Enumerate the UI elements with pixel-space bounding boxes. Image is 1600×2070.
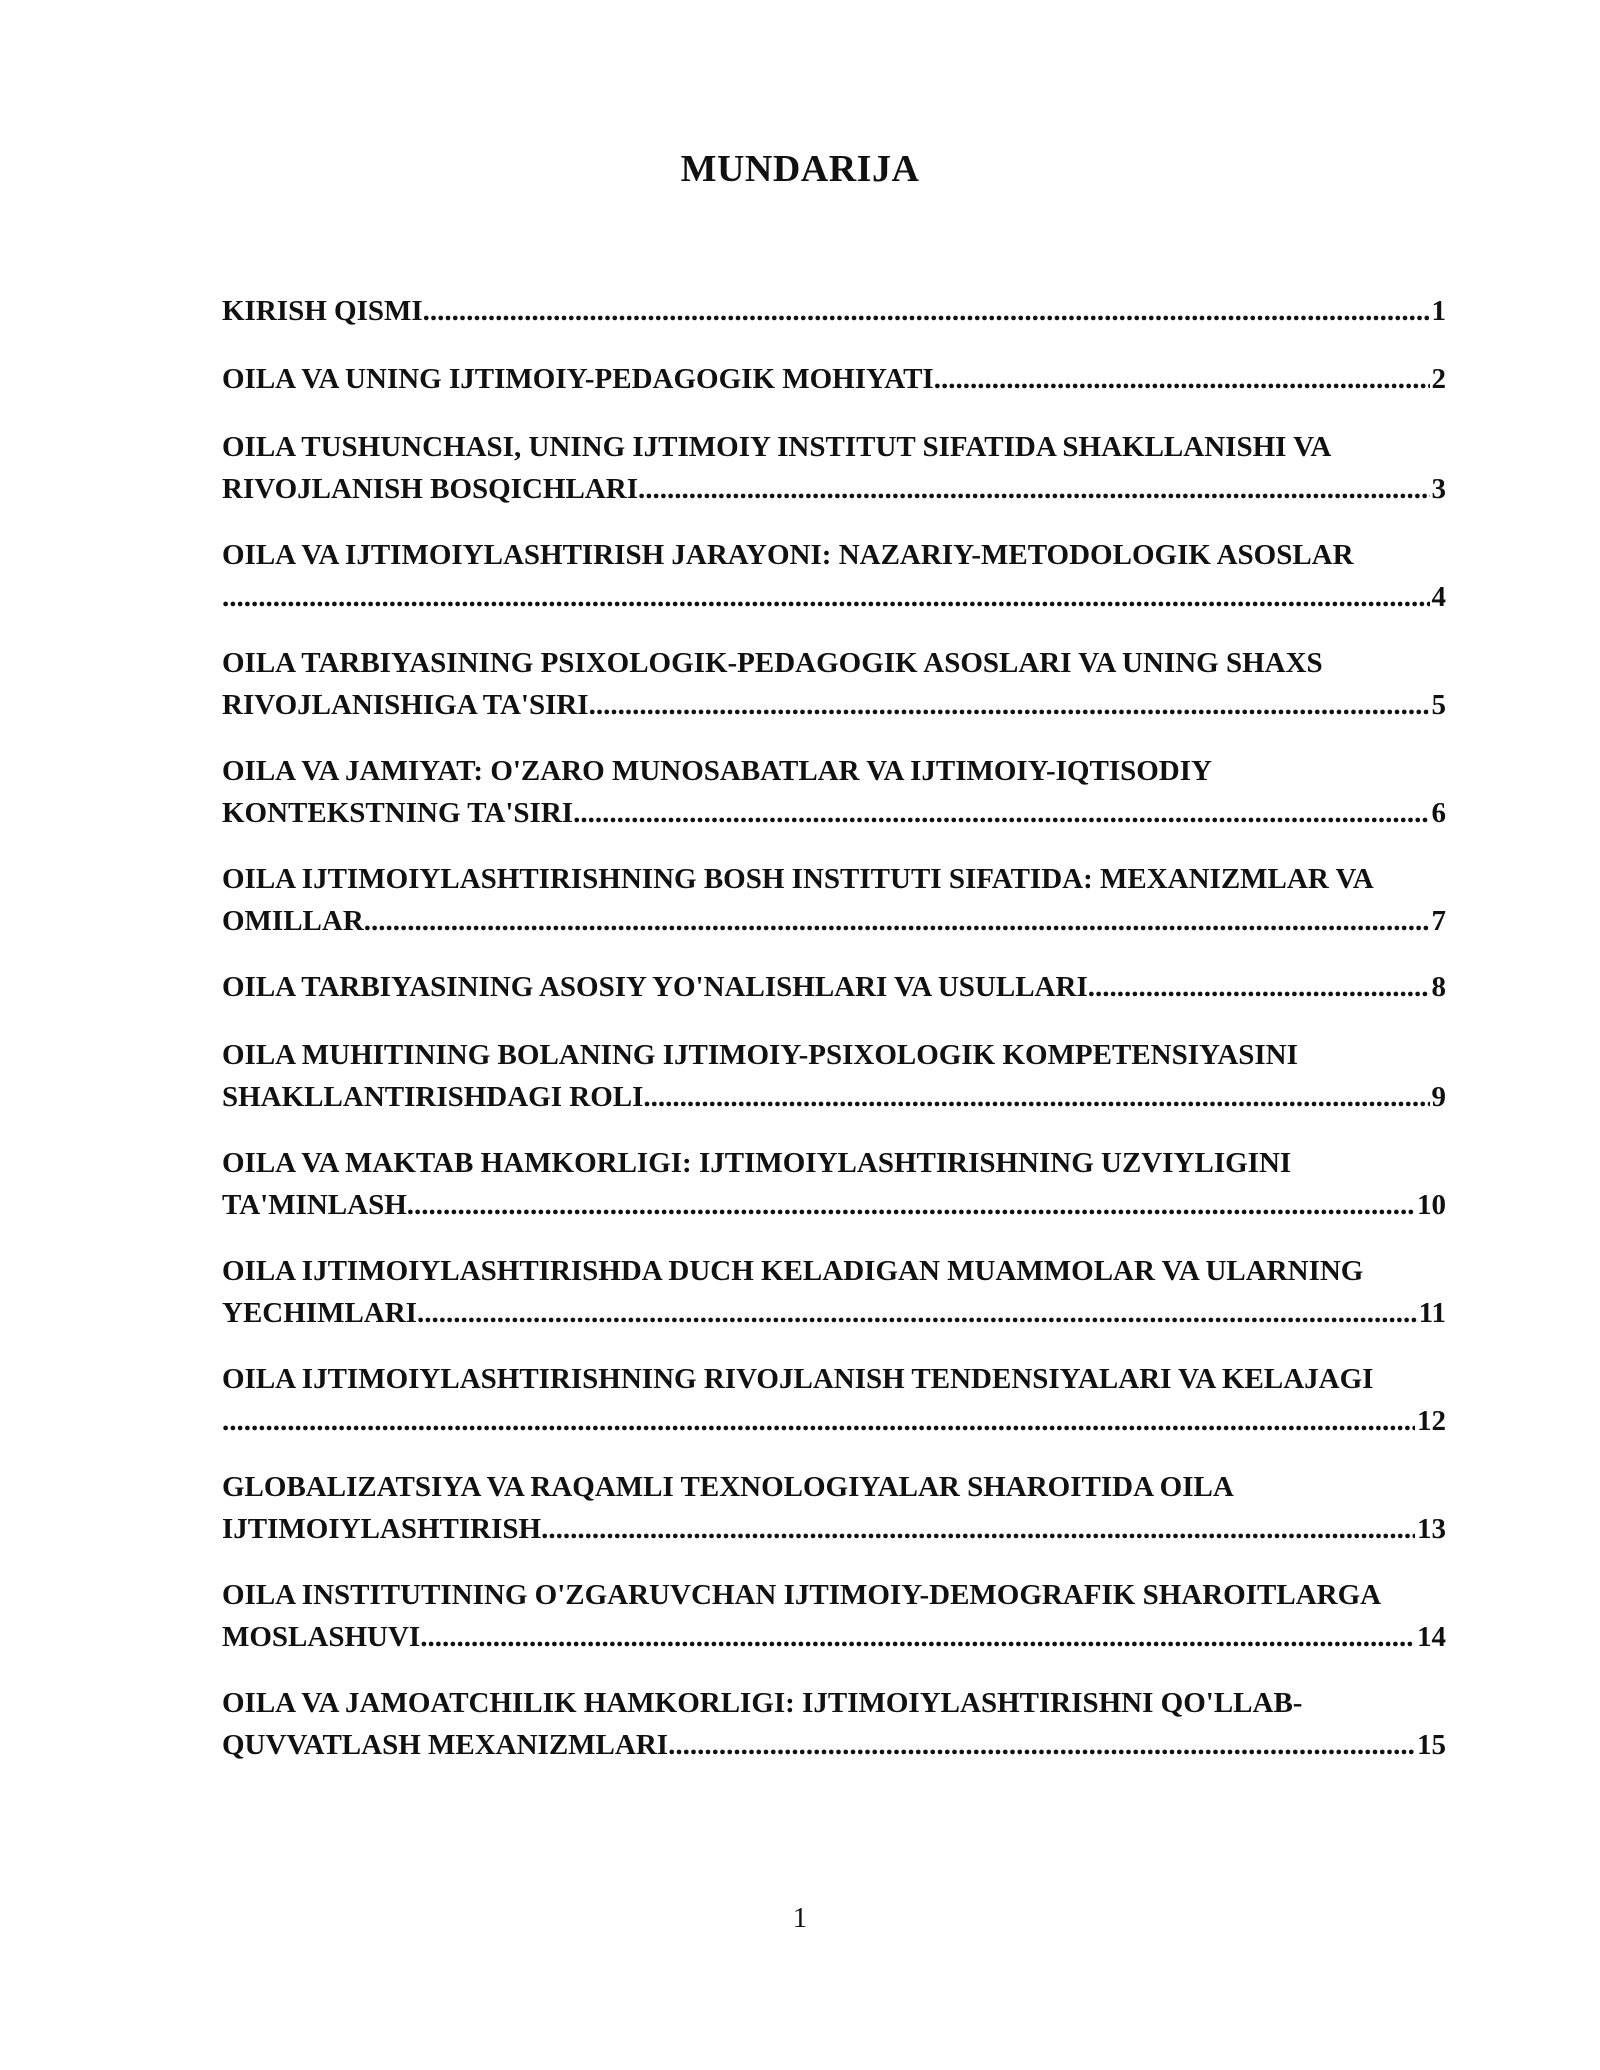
toc-dot-leader [638, 468, 1430, 510]
toc-entry-title: TA'MINLASH [222, 1189, 407, 1221]
toc-dot-leader [1088, 966, 1430, 1008]
page-title: MUNDARIJA [680, 148, 920, 190]
toc-entry[interactable] [222, 858, 1476, 942]
toc-page-number: 2 [1431, 363, 1446, 395]
toc-entry-title-line: GLOBALIZATSIYA VA RAQAMLI TEXNOLOGIYALAR SHAROITIDA OILA [222, 1471, 1234, 1503]
toc-entry-title: SHAKLLANTIRISHDAGI ROLI [222, 1081, 644, 1113]
toc-dot-leader [589, 684, 1430, 726]
toc-dot-leader [222, 1400, 1415, 1442]
toc-page-number: 7 [1431, 905, 1446, 937]
toc-entry-title-line: OILA IJTIMOIYLASHTIRISHNING BOSH INSTITUTI SIFATIDA: MEXANIZMLAR VA [222, 863, 1374, 895]
toc-entry[interactable] [222, 426, 1476, 510]
toc-entry-title: OILA VA UNING IJTIMOIY-PEDAGOGIK MOHIYATI [222, 363, 934, 395]
toc-page-number: 15 [1417, 1729, 1446, 1761]
toc-entry[interactable] [222, 1034, 1476, 1118]
toc-dot-leader [364, 900, 1430, 942]
toc-entry-title: RIVOJLANISH BOSQICHLARI [222, 473, 638, 505]
toc-entry[interactable] [222, 358, 1476, 400]
toc-entry-title: RIVOJLANISHIGA TA'SIRI [222, 689, 589, 721]
toc-entry-title: KONTEKSTNING TA'SIRI [222, 797, 574, 829]
toc-entry[interactable] [222, 1574, 1476, 1658]
toc-entry-title-line: OILA INSTITUTINING O'ZGARUVCHAN IJTIMOIY-DEMOGRAFIK SHAROITLARGA [222, 1579, 1382, 1611]
toc-entry[interactable] [222, 1250, 1476, 1334]
toc-page-number: 9 [1431, 1081, 1446, 1113]
toc-dot-leader [407, 1184, 1415, 1226]
toc-dot-leader [417, 1292, 1417, 1334]
toc-page-number: 8 [1431, 971, 1446, 1003]
toc-entry-title: IJTIMOIYLASHTIRISH [222, 1513, 542, 1545]
toc-dot-leader [668, 1724, 1415, 1766]
toc-entry-title: MOSLASHUVI [222, 1621, 421, 1653]
toc-dot-leader [423, 290, 1430, 332]
toc-entry-title-line: OILA TUSHUNCHASI, UNING IJTIMOIY INSTITUT SIFATIDA SHAKLLANISHI VA [222, 431, 1332, 463]
toc-dot-leader [934, 358, 1430, 400]
toc-entry[interactable] [222, 966, 1476, 1008]
toc-dot-leader [541, 1508, 1415, 1550]
toc-entry[interactable] [222, 1358, 1476, 1442]
toc-entry[interactable] [222, 1682, 1476, 1766]
toc-entry-title-line: OILA VA IJTIMOIYLASHTIRISH JARAYONI: NAZARIY-METODOLOGIK ASOSLAR [222, 539, 1354, 571]
toc-page-number: 1 [1431, 295, 1446, 327]
toc-dot-leader [420, 1616, 1415, 1658]
toc-entry-title-line: OILA IJTIMOIYLASHTIRISHNING RIVOJLANISH TENDENSIYALARI VA KELAJAGI [222, 1363, 1374, 1395]
toc-entry-title-line: OILA VA JAMOATCHILIK HAMKORLIGI: IJTIMOIYLASHTIRISHNI QO'LLAB- [222, 1687, 1303, 1719]
toc-entry-title: OMILLAR [222, 905, 364, 937]
toc-page-number: 12 [1417, 1405, 1446, 1437]
toc-entry-title-line: OILA TARBIYASINING PSIXOLOGIK-PEDAGOGIK ASOSLARI VA UNING SHAXS [222, 647, 1323, 679]
toc-dot-leader [573, 792, 1429, 834]
toc-entry[interactable] [222, 534, 1476, 618]
toc-page-number: 10 [1417, 1189, 1446, 1221]
toc-entry[interactable] [222, 290, 1476, 332]
toc-entry-title: KIRISH QISMI [222, 295, 423, 327]
toc-entry-title: QUVVATLASH MEXANIZMLARI [222, 1729, 669, 1761]
toc-entry[interactable] [222, 642, 1476, 726]
toc-page-number: 4 [1431, 581, 1446, 613]
toc-entry[interactable] [222, 1142, 1476, 1226]
toc-page-number: 5 [1431, 689, 1446, 721]
toc-page-number: 11 [1418, 1297, 1446, 1329]
toc-dot-leader [643, 1076, 1429, 1118]
toc-page-number: 14 [1417, 1621, 1446, 1653]
toc-entry-title-line: OILA MUHITINING BOLANING IJTIMOIY-PSIXOLOGIK KOMPETENSIYASINI [222, 1039, 1298, 1071]
toc-entry[interactable] [222, 1466, 1476, 1550]
toc-page-number: 3 [1431, 473, 1446, 505]
toc-dot-leader [222, 576, 1430, 618]
toc-entry-title-line: OILA IJTIMOIYLASHTIRISHDA DUCH KELADIGAN MUAMMOLAR VA ULARNING [222, 1255, 1364, 1287]
toc-page-number: 13 [1417, 1513, 1446, 1545]
toc-entry[interactable] [222, 750, 1476, 834]
toc-entry-title: YECHIMLARI [222, 1297, 417, 1329]
toc-page-number: 6 [1431, 797, 1446, 829]
toc-entry-title: OILA TARBIYASINING ASOSIY YO'NALISHLARI VA USULLARI [222, 971, 1088, 1003]
page-number: 1 [792, 1902, 808, 1934]
toc-entry-title-line: OILA VA MAKTAB HAMKORLIGI: IJTIMOIYLASHTIRISHNING UZVIYLIGINI [222, 1147, 1292, 1179]
toc-entry-title-line: OILA VA JAMIYAT: O'ZARO MUNOSABATLAR VA IJTIMOIY-IQTISODIY [222, 755, 1212, 787]
